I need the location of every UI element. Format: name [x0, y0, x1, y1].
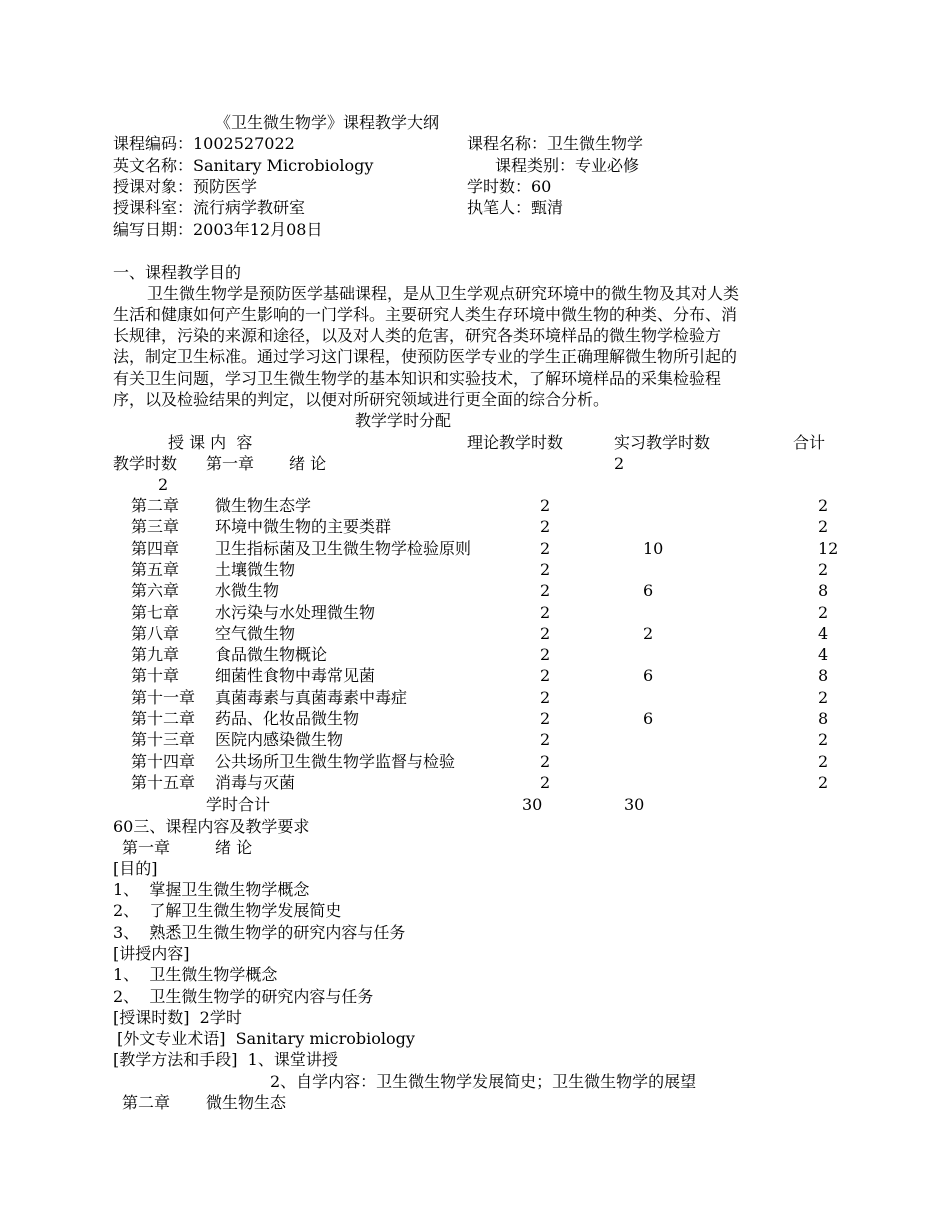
- row-title: 微生物生态学: [215, 496, 312, 515]
- total-hours: 学时数：60: [467, 177, 552, 196]
- section1-line: 序，以及检验结果的判定，以便对所研究领域进行更全面的综合分析。: [113, 390, 610, 409]
- ch1-title: 绪 论: [215, 838, 253, 857]
- row-theory: 2: [540, 581, 551, 600]
- purpose-item: 3、 熟悉卫生微生物学的研究内容与任务: [113, 923, 406, 942]
- row-total: 2: [818, 773, 829, 792]
- row-theory: 2: [540, 709, 551, 728]
- section1-line: 法，制定卫生标准。通过学习这门课程，使预防医学专业的学生正确理解微生物所引起的: [113, 347, 738, 366]
- section1-line: 卫生微生物学是预防医学基础课程，是从卫生学观点研究环境中的微生物及其对人类: [147, 284, 740, 303]
- col-practice-header: 实习教学时数: [614, 433, 711, 452]
- row-practice: 6: [643, 666, 654, 685]
- row-chapter: 第十二章: [131, 709, 196, 728]
- row-theory: 2: [540, 624, 551, 643]
- row-total: 4: [818, 645, 829, 664]
- first-row-total: 2: [158, 475, 169, 494]
- table-row: [0, 559, 950, 580]
- row-total: 12: [818, 539, 839, 558]
- row-title: 卫生指标菌及卫生微生物学检验原则: [215, 539, 472, 558]
- row-theory: 2: [540, 730, 551, 749]
- row-total: 8: [818, 666, 829, 685]
- row-total: 2: [818, 496, 829, 515]
- row-theory: 2: [540, 560, 551, 579]
- ch2-number: 第二章: [122, 1093, 171, 1112]
- english-name: 英文名称：Sanitary Microbiology: [113, 156, 374, 175]
- compile-date: 编写日期：2003年12月08日: [113, 220, 323, 239]
- row-chapter: 第七章: [131, 603, 180, 622]
- row-chapter: 第九章: [131, 645, 180, 664]
- course-name: 课程名称：卫生微生物学: [467, 134, 644, 153]
- row-practice: 6: [643, 581, 654, 600]
- row-title: 水污染与水处理微生物: [215, 603, 376, 622]
- row-chapter: 第十三章: [131, 730, 196, 749]
- course-code: 课程编码：1002527022: [113, 134, 295, 153]
- section3-heading: 60三、课程内容及教学要求: [113, 817, 310, 836]
- ch1-number: 第一章: [122, 838, 171, 857]
- purpose-heading: [目的]: [113, 859, 158, 878]
- table-row: [0, 729, 950, 750]
- section1-heading: 一、课程教学目的: [113, 263, 242, 282]
- first-row-chapter: 第一章: [206, 454, 255, 473]
- col-total-header-cont: 教学时数: [113, 454, 178, 473]
- row-total: 8: [818, 581, 829, 600]
- course-category: 课程类别：专业必修: [495, 156, 640, 175]
- row-chapter: 第五章: [131, 560, 180, 579]
- purpose-item: 2、 了解卫生微生物学发展简史: [113, 901, 342, 920]
- audience: 授课对象：预防医学: [113, 177, 258, 196]
- row-theory: 2: [540, 688, 551, 707]
- row-title: 公共场所卫生微生物学监督与检验: [215, 752, 456, 771]
- row-total: 2: [818, 752, 829, 771]
- row-total: 8: [818, 709, 829, 728]
- methods-line: [教学方法和手段] 1、课堂讲授: [113, 1050, 338, 1069]
- row-title: 食品微生物概论: [215, 645, 328, 664]
- row-total: 2: [818, 730, 829, 749]
- row-theory: 2: [540, 539, 551, 558]
- methods-line-2: 2、自学内容：卫生微生物学发展简史；卫生微生物学的展望: [270, 1072, 697, 1091]
- row-title: 医院内感染微生物: [215, 730, 344, 749]
- ch2-title: 微生物生态: [206, 1093, 287, 1112]
- row-chapter: 第三章: [131, 517, 180, 536]
- table-row: [0, 708, 950, 729]
- row-total: 2: [818, 560, 829, 579]
- row-title: 药品、化妆品微生物: [215, 709, 360, 728]
- row-chapter: 第十五章: [131, 773, 196, 792]
- purpose-item: 1、 掌握卫生微生物学概念: [113, 880, 310, 899]
- row-theory: 2: [540, 752, 551, 771]
- table-row: [0, 580, 950, 601]
- row-title: 细菌性食物中毒常见菌: [215, 666, 376, 685]
- row-practice: 6: [643, 709, 654, 728]
- row-theory: 2: [540, 645, 551, 664]
- section1-line: 长规律，污染的来源和途径，以及对人类的危害，研究各类环境样品的微生物学检验方: [113, 326, 722, 345]
- table-row: [0, 538, 950, 559]
- first-row-title: 绪 论: [289, 454, 327, 473]
- row-theory: 2: [540, 496, 551, 515]
- row-title: 真菌毒素与真菌毒素中毒症: [215, 688, 408, 707]
- first-row-theory: 2: [614, 454, 625, 473]
- row-total: 2: [818, 517, 829, 536]
- col-content-header: 授 课 内 容: [168, 433, 253, 452]
- section1-line: 生活和健康如何产生影响的一门学科。主要研究人类生存环境中微生物的种类、分布、消: [113, 305, 738, 324]
- content-item: 1、 卫生微生物学概念: [113, 965, 278, 984]
- row-title: 土壤微生物: [215, 560, 296, 579]
- table-row: [0, 751, 950, 772]
- table-row: [0, 516, 950, 537]
- row-total: 2: [818, 603, 829, 622]
- row-total: 4: [818, 624, 829, 643]
- table-row: [0, 495, 950, 516]
- author: 执笔人：甄清: [467, 198, 564, 217]
- col-total-header: 合计: [793, 433, 826, 452]
- row-title: 消毒与灭菌: [215, 773, 296, 792]
- table-caption: 教学学时分配: [355, 411, 452, 430]
- row-practice: 2: [643, 624, 654, 643]
- table-row: [0, 772, 950, 793]
- content-item: 2、 卫生微生物学的研究内容与任务: [113, 987, 374, 1006]
- row-chapter: 第二章: [131, 496, 180, 515]
- row-theory: 2: [540, 603, 551, 622]
- table-row: [0, 602, 950, 623]
- table-row: [0, 644, 950, 665]
- row-chapter: 第八章: [131, 624, 180, 643]
- document-title: 《卫生微生物学》课程教学大纲: [215, 113, 440, 132]
- table-row: [0, 665, 950, 686]
- col-theory-header: 理论教学时数: [467, 433, 564, 452]
- table-row: [0, 687, 950, 708]
- section1-line: 有关卫生问题，学习卫生微生物学的基本知识和实验技术，了解环境样品的采集检验程: [113, 369, 722, 388]
- row-chapter: 第十一章: [131, 688, 196, 707]
- row-title: 空气微生物: [215, 624, 296, 643]
- row-practice: 10: [643, 539, 664, 558]
- terms-line: [外文专业术语] Sanitary microbiology: [117, 1029, 415, 1048]
- sum-theory: 30: [522, 795, 543, 814]
- sum-practice: 30: [624, 795, 645, 814]
- row-chapter: 第六章: [131, 581, 180, 600]
- row-chapter: 第十章: [131, 666, 180, 685]
- row-total: 2: [818, 688, 829, 707]
- row-theory: 2: [540, 773, 551, 792]
- row-theory: 2: [540, 517, 551, 536]
- content-heading: [讲授内容]: [113, 944, 190, 963]
- sum-label: 学时合计: [206, 795, 271, 814]
- department: 授课科室：流行病学教研室: [113, 198, 306, 217]
- table-row: [0, 623, 950, 644]
- hours-line: [授课时数] 2学时: [113, 1008, 242, 1027]
- row-theory: 2: [540, 666, 551, 685]
- row-title: 水微生物: [215, 581, 280, 600]
- row-chapter: 第十四章: [131, 752, 196, 771]
- row-chapter: 第四章: [131, 539, 180, 558]
- row-title: 环境中微生物的主要类群: [215, 517, 392, 536]
